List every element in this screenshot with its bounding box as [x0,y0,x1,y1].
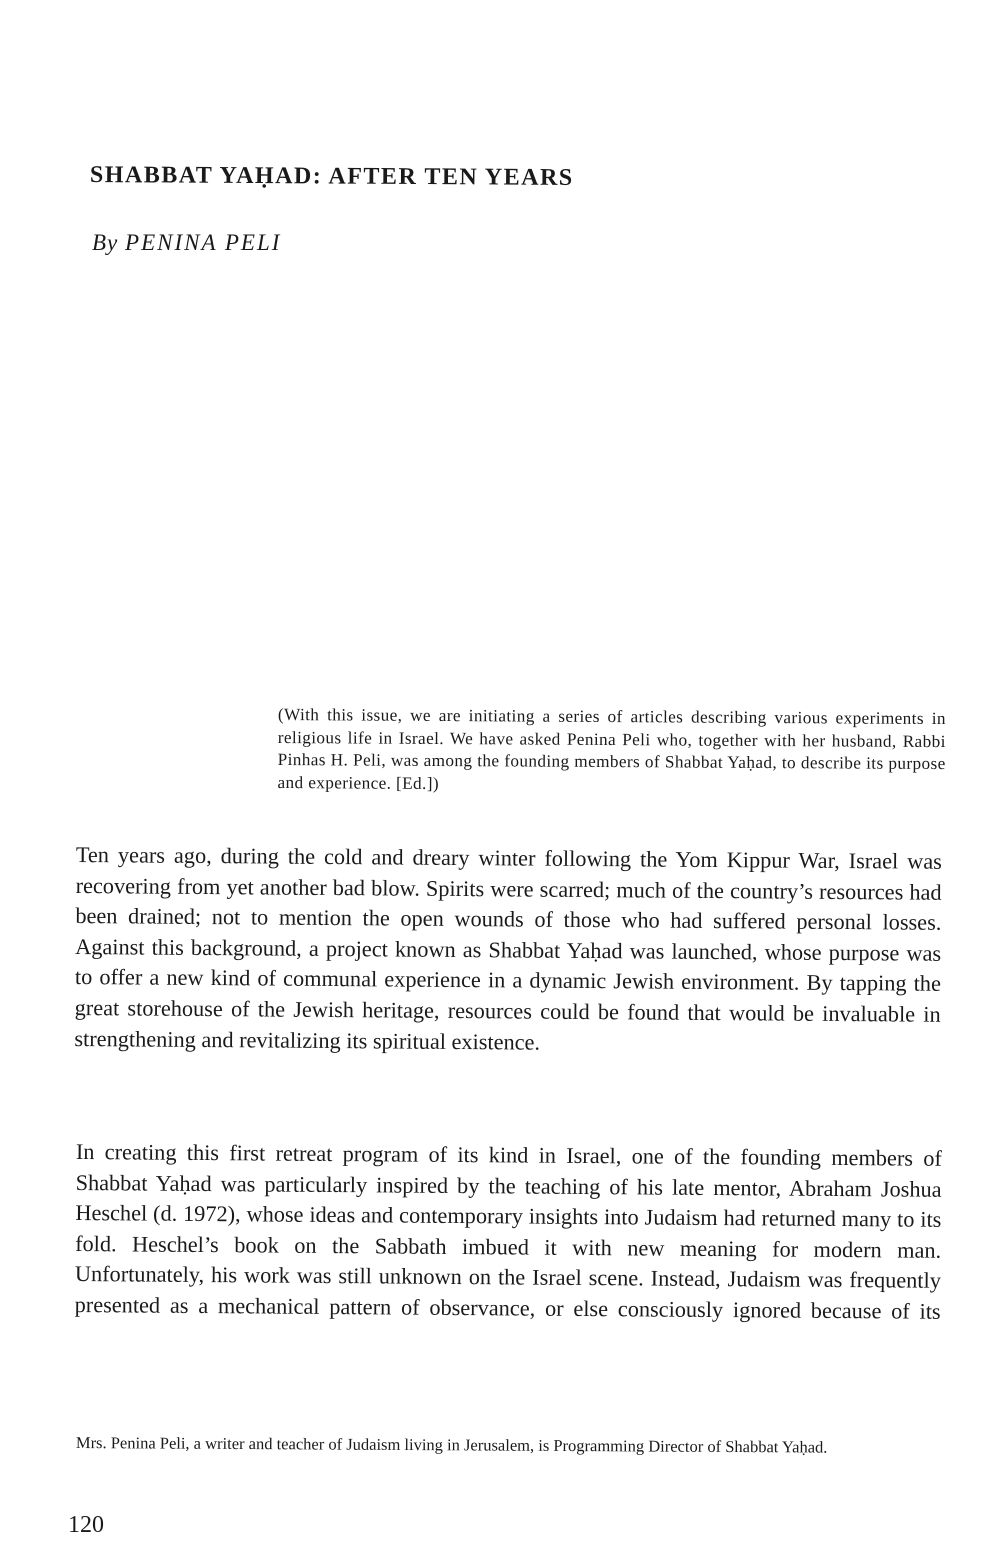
byline [92,230,281,256]
body-paragraph: In creating this first retreat program of its kind in Israel, one of the founding members of Shabbat Yaḥad was particularly inspired by the teaching of his late mentor, Abraham Joshua Heschel (d. 1972), whose ideas and contemporary insights into Judaism had returned many to its fold. Heschel’s book on the Sabbath imbued it with new meaning for modern man. Unfortunately, his work was still unknown on the Israel scene. Instead, Judaism was frequently presented as a mechanical pattern of observance, or else consciously ignored because of its [74,1138,942,1324]
byline-prefix: By [92,230,119,255]
article-title: SHABBAT YAḤAD: AFTER TEN YEARS [89,162,574,191]
editor-note: (With this issue, we are initiating a series of articles describing various experiments in religious life in Israel. We have asked Penina Peli who, together with her husband, Rabbi Pinhas H. Peli, was among the founding members of Shabbat Yaḥad, to describe its purpose and experience. [Ed.]) [277,705,946,793]
author-name: PENINA PELI [125,230,282,255]
author-footnote: Mrs. Penina Peli, a writer and teacher of Judaism living in Jerusalem, is Programming Director of Shabbat Yaḥad. [75,1433,828,1457]
page-number: 120 [68,1512,104,1538]
body-paragraph: Ten years ago, during the cold and dreary winter following the Yom Kippur War, Israel was recovering from yet another bad blow. Spirits were scarred; much of the country’s resources had been drained; not to mention the open wounds of those who had suffered personal losses. Against this background, a project known as Shabbat Yaḥad was launched, whose purpose was to offer a new kind of communal experience in a dynamic Jewish environment. By tapping the great storehouse of the Jewish heritage, resources could be found that would be invaluable in strengthening and revitalizing its spiritual existence. [74,841,942,1055]
